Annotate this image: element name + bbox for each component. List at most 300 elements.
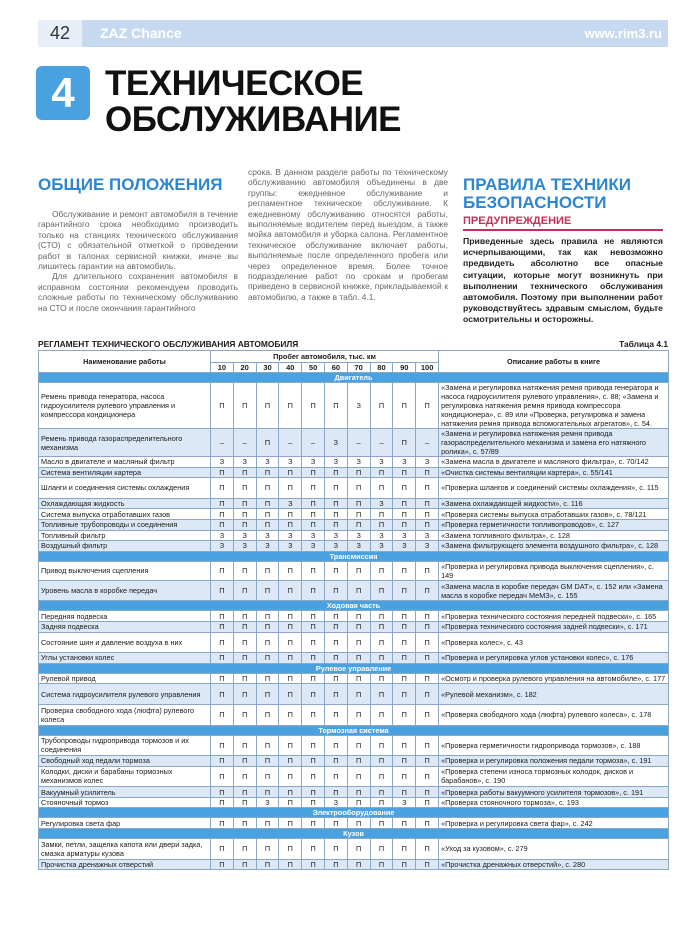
mileage-cell: П <box>324 684 347 705</box>
mileage-cell: П <box>256 509 279 520</box>
mileage-cell: П <box>416 632 439 653</box>
table-row <box>39 797 669 808</box>
table-row <box>39 859 669 870</box>
mileage-cell: З <box>347 457 370 468</box>
mileage-cell: П <box>302 561 325 580</box>
mileage-cell: П <box>393 498 416 509</box>
mileage-cell: П <box>279 621 302 632</box>
description-cell: «Проверка и регулировка привода выключения сцепления», с. 149 <box>439 561 669 580</box>
mileage-cell: П <box>233 561 256 580</box>
table-caption <box>38 339 668 349</box>
mileage-cell: П <box>233 756 256 767</box>
description-cell: «Проверка колес», с. 43 <box>439 632 669 653</box>
mileage-cell: З <box>256 530 279 541</box>
description-cell: «Проверка герметичности топливопроводов», с. 127 <box>439 519 669 530</box>
mileage-cell: П <box>279 787 302 798</box>
mileage-cell: П <box>416 509 439 520</box>
mileage-cell: П <box>256 735 279 756</box>
mileage-cell: П <box>233 704 256 725</box>
table-row <box>39 478 669 499</box>
mileage-cell: П <box>324 621 347 632</box>
mileage-cell: З <box>416 457 439 468</box>
table-group-title: Трансмиссия <box>39 551 669 561</box>
mileage-cell: П <box>302 498 325 509</box>
mileage-cell: П <box>211 787 234 798</box>
mileage-cell: П <box>302 859 325 870</box>
mileage-header: 60 <box>324 363 347 373</box>
mileage-cell: П <box>416 519 439 530</box>
mileage-cell: П <box>370 839 393 860</box>
mileage-cell: П <box>393 478 416 499</box>
description-cell: «Проверка стояночного тормоза», с. 193 <box>439 797 669 808</box>
mileage-cell: З <box>324 457 347 468</box>
mileage-cell: П <box>324 509 347 520</box>
table-row <box>39 735 669 756</box>
table-row <box>39 704 669 725</box>
mileage-cell: З <box>416 541 439 552</box>
mileage-cell: П <box>416 797 439 808</box>
mileage-cell: П <box>416 787 439 798</box>
mileage-cell: З <box>324 429 347 457</box>
mileage-cell: П <box>393 673 416 684</box>
work-name-cell: Прочистка дренажных отверстий <box>39 859 211 870</box>
table-row <box>39 632 669 653</box>
mileage-cell: П <box>211 684 234 705</box>
mileage-cell: П <box>302 818 325 829</box>
mileage-cell: П <box>370 756 393 767</box>
mileage-cell: З <box>393 457 416 468</box>
description-cell: «Проверка системы выпуска отработавших газов», с. 78/121 <box>439 509 669 520</box>
description-cell: «Уход за кузовом», с. 279 <box>439 839 669 860</box>
mileage-cell: П <box>393 611 416 622</box>
chapter-title-line1: ТЕХНИЧЕСКОЕ <box>105 64 364 103</box>
mileage-cell: П <box>256 859 279 870</box>
mileage-cell: П <box>279 756 302 767</box>
work-name-cell: Охлаждающая жидкость <box>39 498 211 509</box>
description-cell: «Проверка шлангов и соединений системы охлаждения», с. 115 <box>439 478 669 499</box>
mileage-cell: П <box>302 509 325 520</box>
mileage-cell: П <box>347 797 370 808</box>
mileage-header: 80 <box>370 363 393 373</box>
mileage-cell: З <box>347 383 370 429</box>
chapter-number-badge: 4 <box>36 66 90 120</box>
site-url[interactable]: www.rim3.ru <box>584 26 662 41</box>
mileage-cell: П <box>302 467 325 478</box>
description-cell: «Проверка герметичности гидропривода тормозов», с. 188 <box>439 735 669 756</box>
mileage-cell: П <box>279 797 302 808</box>
mileage-cell: П <box>393 735 416 756</box>
mileage-cell: П <box>416 561 439 580</box>
mileage-cell: П <box>393 818 416 829</box>
table-group-title: Тормозная система <box>39 725 669 735</box>
mileage-cell: П <box>279 839 302 860</box>
mileage-cell: П <box>324 673 347 684</box>
warning-label: ПРЕДУПРЕЖДЕНИЕ <box>463 215 663 231</box>
mileage-cell: П <box>211 478 234 499</box>
mileage-cell: З <box>370 530 393 541</box>
mileage-cell: П <box>302 684 325 705</box>
mileage-cell: П <box>211 561 234 580</box>
work-name-cell: Задняя подвеска <box>39 621 211 632</box>
description-cell: «Прочистка дренажных отверстий», с. 280 <box>439 859 669 870</box>
mileage-cell: П <box>279 766 302 787</box>
mileage-cell: П <box>393 509 416 520</box>
mileage-cell: П <box>233 839 256 860</box>
mileage-cell: П <box>347 818 370 829</box>
mileage-cell: П <box>233 735 256 756</box>
mileage-cell: П <box>256 611 279 622</box>
table-row <box>39 684 669 705</box>
mileage-cell: П <box>211 383 234 429</box>
mileage-cell: – <box>370 429 393 457</box>
mileage-cell: П <box>256 429 279 457</box>
mileage-cell: П <box>279 653 302 664</box>
mileage-cell: П <box>324 704 347 725</box>
mileage-cell: З <box>279 530 302 541</box>
mileage-cell: П <box>370 766 393 787</box>
mileage-cell: П <box>370 611 393 622</box>
mileage-cell: П <box>393 653 416 664</box>
mileage-cell: П <box>211 519 234 530</box>
mileage-cell: З <box>302 457 325 468</box>
mileage-cell: П <box>416 756 439 767</box>
mileage-cell: П <box>347 561 370 580</box>
mileage-cell: П <box>416 383 439 429</box>
mileage-cell: П <box>416 766 439 787</box>
mileage-cell: П <box>347 735 370 756</box>
description-cell: «Проверка и регулировка углов установки колес», с. 176 <box>439 653 669 664</box>
mileage-cell: З <box>347 530 370 541</box>
table-row <box>39 611 669 622</box>
table-number: Таблица 4.1 <box>619 339 668 349</box>
description-cell: «Проверка технического состояния передней подвески», с. 165 <box>439 611 669 622</box>
description-cell: «Замена масла в двигателе и масляного фильтра», с. 70/142 <box>439 457 669 468</box>
mileage-cell: П <box>347 621 370 632</box>
col-header-mileage: Пробег автомобиля, тыс. км <box>211 351 439 363</box>
mileage-cell: П <box>279 735 302 756</box>
table-row <box>39 519 669 530</box>
book-model: ZAZ Chance <box>100 25 182 41</box>
mileage-cell: П <box>393 766 416 787</box>
description-cell: «Проверка и регулировка света фар», с. 242 <box>439 818 669 829</box>
table-row <box>39 580 669 601</box>
mileage-cell: П <box>233 818 256 829</box>
mileage-cell: П <box>302 621 325 632</box>
mileage-cell: П <box>279 478 302 499</box>
mileage-cell: П <box>256 621 279 632</box>
description-cell: «Замена топливного фильтра», с. 128 <box>439 530 669 541</box>
description-cell: «Замена масла в коробке передач GM DAT», с. 152 или «Замена масла в коробке передач МеМЗ», с. 155 <box>439 580 669 601</box>
maintenance-schedule-table <box>38 350 669 870</box>
mileage-cell: П <box>393 632 416 653</box>
description-cell: «Проверка свободного хода (люфта) рулевого колеса», с. 178 <box>439 704 669 725</box>
mileage-cell: П <box>302 766 325 787</box>
page-number: 42 <box>38 20 82 47</box>
work-name-cell: Углы установки колес <box>39 653 211 664</box>
mileage-cell: П <box>370 818 393 829</box>
work-name-cell: Передняя подвеска <box>39 611 211 622</box>
mileage-cell: П <box>256 478 279 499</box>
mileage-cell: П <box>302 519 325 530</box>
mileage-cell: П <box>347 611 370 622</box>
mileage-cell: П <box>324 653 347 664</box>
mileage-cell: П <box>324 766 347 787</box>
general-paragraph-2: Для длительного сохранения автомобиля в исправном состоянии рекомендуем проводить сложные работы по техническому обслуживанию на СТО и после окончания гарантийного <box>38 271 238 313</box>
col-header-desc: Описание работы в книге <box>439 351 669 373</box>
table-row <box>39 621 669 632</box>
mileage-cell: П <box>279 561 302 580</box>
mileage-cell: П <box>370 561 393 580</box>
work-name-cell: Топливный фильтр <box>39 530 211 541</box>
mileage-cell: П <box>256 561 279 580</box>
mileage-cell: П <box>211 673 234 684</box>
mileage-cell: П <box>302 797 325 808</box>
work-name-cell: Воздушный фильтр <box>39 541 211 552</box>
description-cell: «Проверка технического состояния задней подвески», с. 171 <box>439 621 669 632</box>
mileage-cell: П <box>370 509 393 520</box>
mileage-cell: П <box>256 839 279 860</box>
mileage-cell: П <box>324 383 347 429</box>
mileage-cell: З <box>211 541 234 552</box>
mileage-cell: П <box>393 704 416 725</box>
mileage-cell: П <box>347 509 370 520</box>
mileage-cell: П <box>370 621 393 632</box>
mileage-cell: П <box>279 509 302 520</box>
mileage-cell: З <box>279 541 302 552</box>
mileage-cell: П <box>347 756 370 767</box>
mileage-cell: П <box>347 519 370 530</box>
mileage-header: 50 <box>302 363 325 373</box>
mileage-cell: П <box>324 735 347 756</box>
mileage-cell: П <box>256 818 279 829</box>
work-name-cell: Масло в двигателе и масляный фильтр <box>39 457 211 468</box>
general-section-title: ОБЩИЕ ПОЛОЖЕНИЯ <box>38 175 223 194</box>
col-header-name: Наименование работы <box>39 351 211 373</box>
mileage-cell: П <box>324 859 347 870</box>
mileage-cell: З <box>279 457 302 468</box>
table-group-row <box>39 808 669 818</box>
work-name-cell: Система вентиляции картера <box>39 467 211 478</box>
table-group-title: Ходовая часть <box>39 601 669 611</box>
mileage-cell: П <box>211 818 234 829</box>
table-row <box>39 383 669 429</box>
work-name-cell: Колодки, диски и барабаны тормозных механизмов колес <box>39 766 211 787</box>
mileage-cell: П <box>233 509 256 520</box>
mileage-cell: П <box>370 673 393 684</box>
table-row <box>39 498 669 509</box>
work-name-cell: Шланги и соединения системы охлаждения <box>39 478 211 499</box>
work-name-cell: Вакуумный усилитель <box>39 787 211 798</box>
mileage-cell: П <box>324 580 347 601</box>
mileage-cell: П <box>393 787 416 798</box>
table-group-row <box>39 663 669 673</box>
mileage-cell: З <box>256 457 279 468</box>
description-cell: «Рулевой механизм», с. 182 <box>439 684 669 705</box>
mileage-header: 40 <box>279 363 302 373</box>
mileage-cell: П <box>370 797 393 808</box>
mileage-cell: П <box>302 611 325 622</box>
table-row <box>39 756 669 767</box>
mileage-cell: П <box>279 467 302 478</box>
mileage-header: 30 <box>256 363 279 373</box>
mileage-cell: З <box>302 541 325 552</box>
mileage-cell: П <box>211 632 234 653</box>
work-name-cell: Замки, петли, защелка капота или двери задка, смазка арматуры кузова <box>39 839 211 860</box>
mileage-cell: П <box>256 653 279 664</box>
mileage-cell: З <box>324 530 347 541</box>
mileage-cell: П <box>302 632 325 653</box>
mileage-cell: З <box>279 498 302 509</box>
mileage-cell: – <box>416 429 439 457</box>
table-row <box>39 673 669 684</box>
mileage-cell: З <box>324 797 347 808</box>
mileage-cell: П <box>233 766 256 787</box>
mileage-cell: З <box>370 457 393 468</box>
work-name-cell: Свободный ход педали тормоза <box>39 756 211 767</box>
mileage-cell: П <box>393 839 416 860</box>
mileage-header: 100 <box>416 363 439 373</box>
mileage-cell: П <box>324 519 347 530</box>
mileage-cell: П <box>370 519 393 530</box>
mileage-cell: П <box>347 673 370 684</box>
mileage-header: 70 <box>347 363 370 373</box>
mileage-cell: П <box>324 478 347 499</box>
description-cell: «Проверка степени износа тормозных колодок, дисков и барабанов», с. 190 <box>439 766 669 787</box>
mileage-cell: П <box>279 383 302 429</box>
mileage-cell: П <box>416 611 439 622</box>
table-row <box>39 509 669 520</box>
mileage-cell: П <box>416 621 439 632</box>
work-name-cell: Ремень привода генератора, насоса гидроусилителя рулевого управления и компрессора кондиционера <box>39 383 211 429</box>
work-name-cell: Ремень привода газораспределительного механизма <box>39 429 211 457</box>
table-group-title: Рулевое управление <box>39 663 669 673</box>
mileage-cell: П <box>302 839 325 860</box>
description-cell: «Замена фильтрующего элемента воздушного фильтра», с. 128 <box>439 541 669 552</box>
mileage-cell: П <box>347 704 370 725</box>
mileage-cell: П <box>233 580 256 601</box>
mileage-cell: З <box>233 457 256 468</box>
work-name-cell: Стояночный тормоз <box>39 797 211 808</box>
mileage-cell: П <box>256 467 279 478</box>
mileage-cell: П <box>256 519 279 530</box>
mileage-cell: П <box>393 429 416 457</box>
chapter-title <box>105 66 505 138</box>
mileage-cell: П <box>393 756 416 767</box>
mileage-cell: П <box>370 787 393 798</box>
work-name-cell: Топливные трубопроводы и соединения <box>39 519 211 530</box>
mileage-cell: П <box>416 653 439 664</box>
mileage-cell: П <box>279 632 302 653</box>
mileage-cell: П <box>324 632 347 653</box>
mileage-cell: П <box>233 859 256 870</box>
table-group-row <box>39 373 669 383</box>
mileage-cell: П <box>393 684 416 705</box>
mileage-cell: П <box>370 478 393 499</box>
mileage-cell: П <box>370 632 393 653</box>
description-cell: «Замена и регулировка натяжения ремня привода газораспределительного механизма и замена его натяжного ролика», с. 57/89 <box>439 429 669 457</box>
table-caption-title: РЕГЛАМЕНТ ТЕХНИЧЕСКОГО ОБСЛУЖИВАНИЯ АВТОМОБИЛЯ <box>38 339 299 349</box>
mileage-cell: П <box>279 580 302 601</box>
mileage-cell: П <box>279 859 302 870</box>
mileage-cell: П <box>211 653 234 664</box>
safety-title-line2: БЕЗОПАСНОСТИ <box>463 193 607 212</box>
mileage-cell: З <box>370 541 393 552</box>
mileage-cell: П <box>393 467 416 478</box>
mileage-cell: П <box>256 498 279 509</box>
mileage-cell: П <box>256 787 279 798</box>
description-cell: «Очистка системы вентиляции картера», с. 55/141 <box>439 467 669 478</box>
table-row <box>39 429 669 457</box>
mileage-cell: П <box>279 818 302 829</box>
table-row <box>39 653 669 664</box>
table-row <box>39 467 669 478</box>
mileage-cell: П <box>211 756 234 767</box>
table-row <box>39 766 669 787</box>
mileage-cell: – <box>279 429 302 457</box>
mileage-cell: П <box>279 684 302 705</box>
mileage-cell: П <box>416 498 439 509</box>
mileage-cell: З <box>393 530 416 541</box>
mileage-cell: П <box>211 735 234 756</box>
mileage-cell: П <box>347 632 370 653</box>
table-row <box>39 457 669 468</box>
table-row <box>39 541 669 552</box>
mileage-cell: П <box>416 704 439 725</box>
mileage-cell: П <box>393 519 416 530</box>
mileage-cell: П <box>256 766 279 787</box>
mileage-cell: П <box>211 580 234 601</box>
mileage-cell: П <box>302 704 325 725</box>
mileage-cell: П <box>211 839 234 860</box>
mileage-cell: П <box>233 478 256 499</box>
mileage-cell: П <box>302 580 325 601</box>
mileage-cell: П <box>324 561 347 580</box>
mileage-cell: П <box>324 787 347 798</box>
description-cell: «Замена охлаждающей жидкости», с. 116 <box>439 498 669 509</box>
mileage-cell: П <box>279 704 302 725</box>
mileage-cell: П <box>416 818 439 829</box>
mileage-cell: П <box>393 580 416 601</box>
mileage-cell: П <box>302 383 325 429</box>
mileage-cell: П <box>233 787 256 798</box>
mileage-cell: П <box>416 478 439 499</box>
table-group-row <box>39 551 669 561</box>
mileage-cell: П <box>393 561 416 580</box>
mileage-cell: З <box>211 457 234 468</box>
mileage-cell: – <box>211 429 234 457</box>
mileage-cell: З <box>256 797 279 808</box>
mileage-cell: П <box>324 818 347 829</box>
mileage-cell: П <box>370 684 393 705</box>
mileage-cell: П <box>370 467 393 478</box>
mileage-header: 20 <box>233 363 256 373</box>
mileage-cell: П <box>233 467 256 478</box>
mileage-cell: П <box>324 839 347 860</box>
mileage-cell: П <box>233 383 256 429</box>
mileage-cell: П <box>347 684 370 705</box>
table-group-title: Кузов <box>39 829 669 839</box>
mileage-cell: – <box>302 429 325 457</box>
mileage-cell: – <box>347 429 370 457</box>
mileage-cell: П <box>233 611 256 622</box>
mileage-cell: П <box>324 756 347 767</box>
mileage-cell: П <box>370 580 393 601</box>
work-name-cell: Рулевой привод <box>39 673 211 684</box>
warning-text: Приведенные здесь правила не являются исчерпывающими, так как невозможно предвидеть абсолютно все опасные ситуации, которые могут возникнуть при выполнении технического обслуживания автомобиля. Поэтому при выполнении работ руководствуйтесь здравым смыслом, будьте осмотрительны и осторожны. <box>463 236 663 325</box>
table-row <box>39 839 669 860</box>
mileage-cell: З <box>233 530 256 541</box>
general-text-col2 <box>248 167 448 302</box>
